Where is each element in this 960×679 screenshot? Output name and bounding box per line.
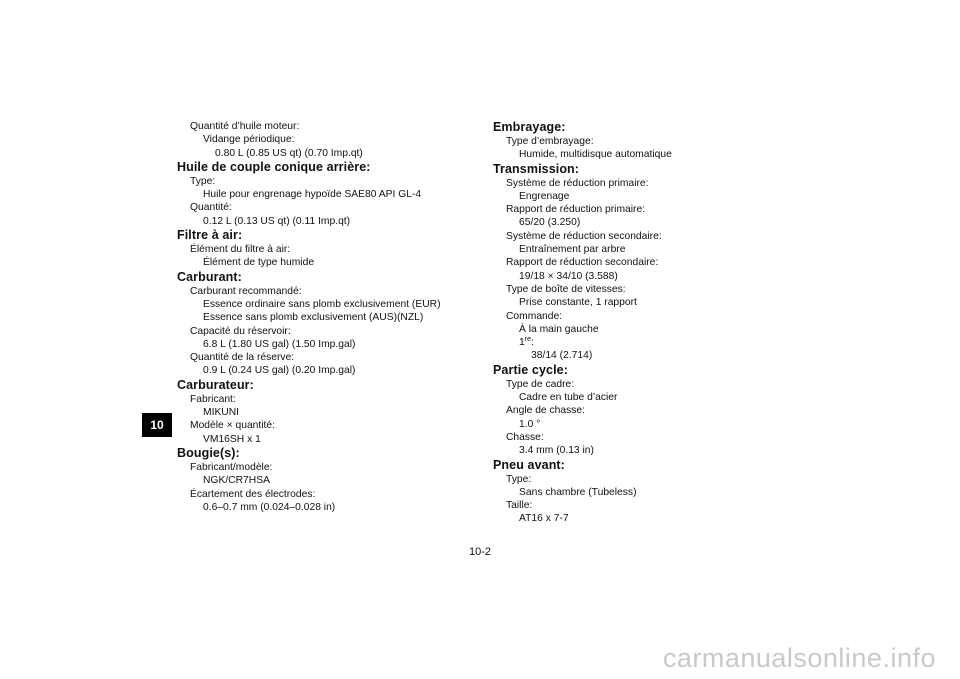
spec-label: Fabricant/modèle:	[190, 461, 273, 473]
spec-label: Système de réduction secondaire:	[506, 230, 662, 242]
spec-value: Prise constante, 1 rapport	[519, 297, 637, 309]
spec-column-left	[177, 120, 477, 514]
spec-value: 65/20 (3.250)	[519, 217, 581, 229]
section-heading: Carburateur:	[177, 377, 254, 392]
section-heading: Transmission:	[493, 161, 580, 176]
spec-value: 6.8 L (1.80 US gal) (1.50 Imp.gal)	[203, 338, 356, 350]
spec-value: Essence ordinaire sans plomb exclusivement (EUR)	[203, 298, 441, 310]
spec-value: 38/14 (2.714)	[531, 350, 593, 362]
spec-label: Élément du filtre à air:	[190, 244, 291, 256]
spec-column-right	[493, 120, 793, 526]
spec-value: Vidange périodique:	[203, 134, 295, 146]
section-heading: Carburant:	[177, 269, 242, 284]
spec-label: Système de réduction primaire:	[506, 177, 649, 189]
section-heading: Huile de couple conique arrière:	[177, 159, 371, 174]
section-heading: Partie cycle:	[493, 362, 568, 377]
spec-label: Type:	[506, 473, 532, 485]
spec-label: Type:	[190, 175, 216, 187]
spec-value: VM16SH x 1	[203, 433, 261, 445]
section-heading: Pneu avant:	[493, 457, 565, 472]
section-tab: 10	[142, 413, 172, 437]
spec-label: Type d’embrayage:	[506, 136, 594, 147]
spec-value: À la main gauche	[519, 323, 599, 335]
spec-label: Angle de chasse:	[506, 405, 585, 417]
spec-label: Type de boîte de vitesses:	[506, 283, 626, 295]
spec-label: Quantité:	[190, 202, 232, 214]
spec-value: NGK/CR7HSA	[203, 475, 270, 487]
spec-label: Chasse:	[506, 431, 544, 443]
superscript: re	[524, 336, 531, 344]
spec-label: Rapport de réduction secondaire:	[506, 257, 659, 269]
spec-label: Quantité d’huile moteur:	[190, 121, 300, 132]
spec-label: Commande:	[506, 310, 563, 322]
spec-value: 3.4 mm (0.13 in)	[519, 445, 594, 457]
spec-label: Taille:	[506, 500, 533, 512]
spec-label: Capacité du réservoir:	[190, 325, 291, 337]
section-heading: Embrayage:	[493, 120, 566, 134]
section-heading: Filtre à air:	[177, 228, 243, 243]
spec-value: Huile pour engrenage hypoïde SAE80 API GL-4	[203, 189, 422, 201]
page-number: 10-2	[468, 546, 492, 558]
spec-value	[493, 336, 793, 349]
spec-text-suffix: :	[530, 337, 534, 349]
spec-value: AT16 x 7-7	[519, 513, 569, 525]
spec-label: Type de cadre:	[506, 378, 575, 390]
spec-value: MIKUNI	[203, 407, 240, 419]
spec-label: Carburant recommandé:	[190, 285, 302, 297]
watermark: carmanualsonline.info	[662, 643, 936, 673]
spec-value: Sans chambre (Tubeless)	[519, 486, 637, 498]
spec-label: Modèle × quantité:	[190, 420, 276, 432]
spec-value: 19/18 × 34/10 (3.588)	[519, 270, 618, 282]
spec-label: Quantité de la réserve:	[190, 352, 295, 364]
spec-label: Écartement des électrodes:	[190, 488, 316, 500]
spec-value: Essence sans plomb exclusivement (AUS)(NZL)	[203, 312, 424, 324]
spec-value: Élément de type humide	[203, 257, 315, 269]
spec-label: Fabricant:	[190, 393, 236, 405]
spec-value: 0.80 L (0.85 US qt) (0.70 Imp.qt)	[215, 147, 363, 159]
spec-text: 1	[519, 337, 525, 349]
spec-value: Humide, multidisque automatique	[519, 149, 672, 161]
section-heading: Bougie(s):	[177, 445, 240, 460]
spec-value: 0.9 L (0.24 US gal) (0.20 Imp.gal)	[203, 365, 356, 377]
spec-value: Entraînement par arbre	[519, 244, 626, 256]
spec-value: Engrenage	[519, 190, 570, 202]
spec-value: 0.12 L (0.13 US qt) (0.11 Imp.qt)	[203, 215, 351, 227]
spec-value: 0.6–0.7 mm (0.024–0.028 in)	[203, 501, 336, 513]
spec-value: 1.0 °	[519, 418, 541, 430]
spec-label: Rapport de réduction primaire:	[506, 204, 646, 216]
spec-value: Cadre en tube d’acier	[519, 392, 618, 404]
